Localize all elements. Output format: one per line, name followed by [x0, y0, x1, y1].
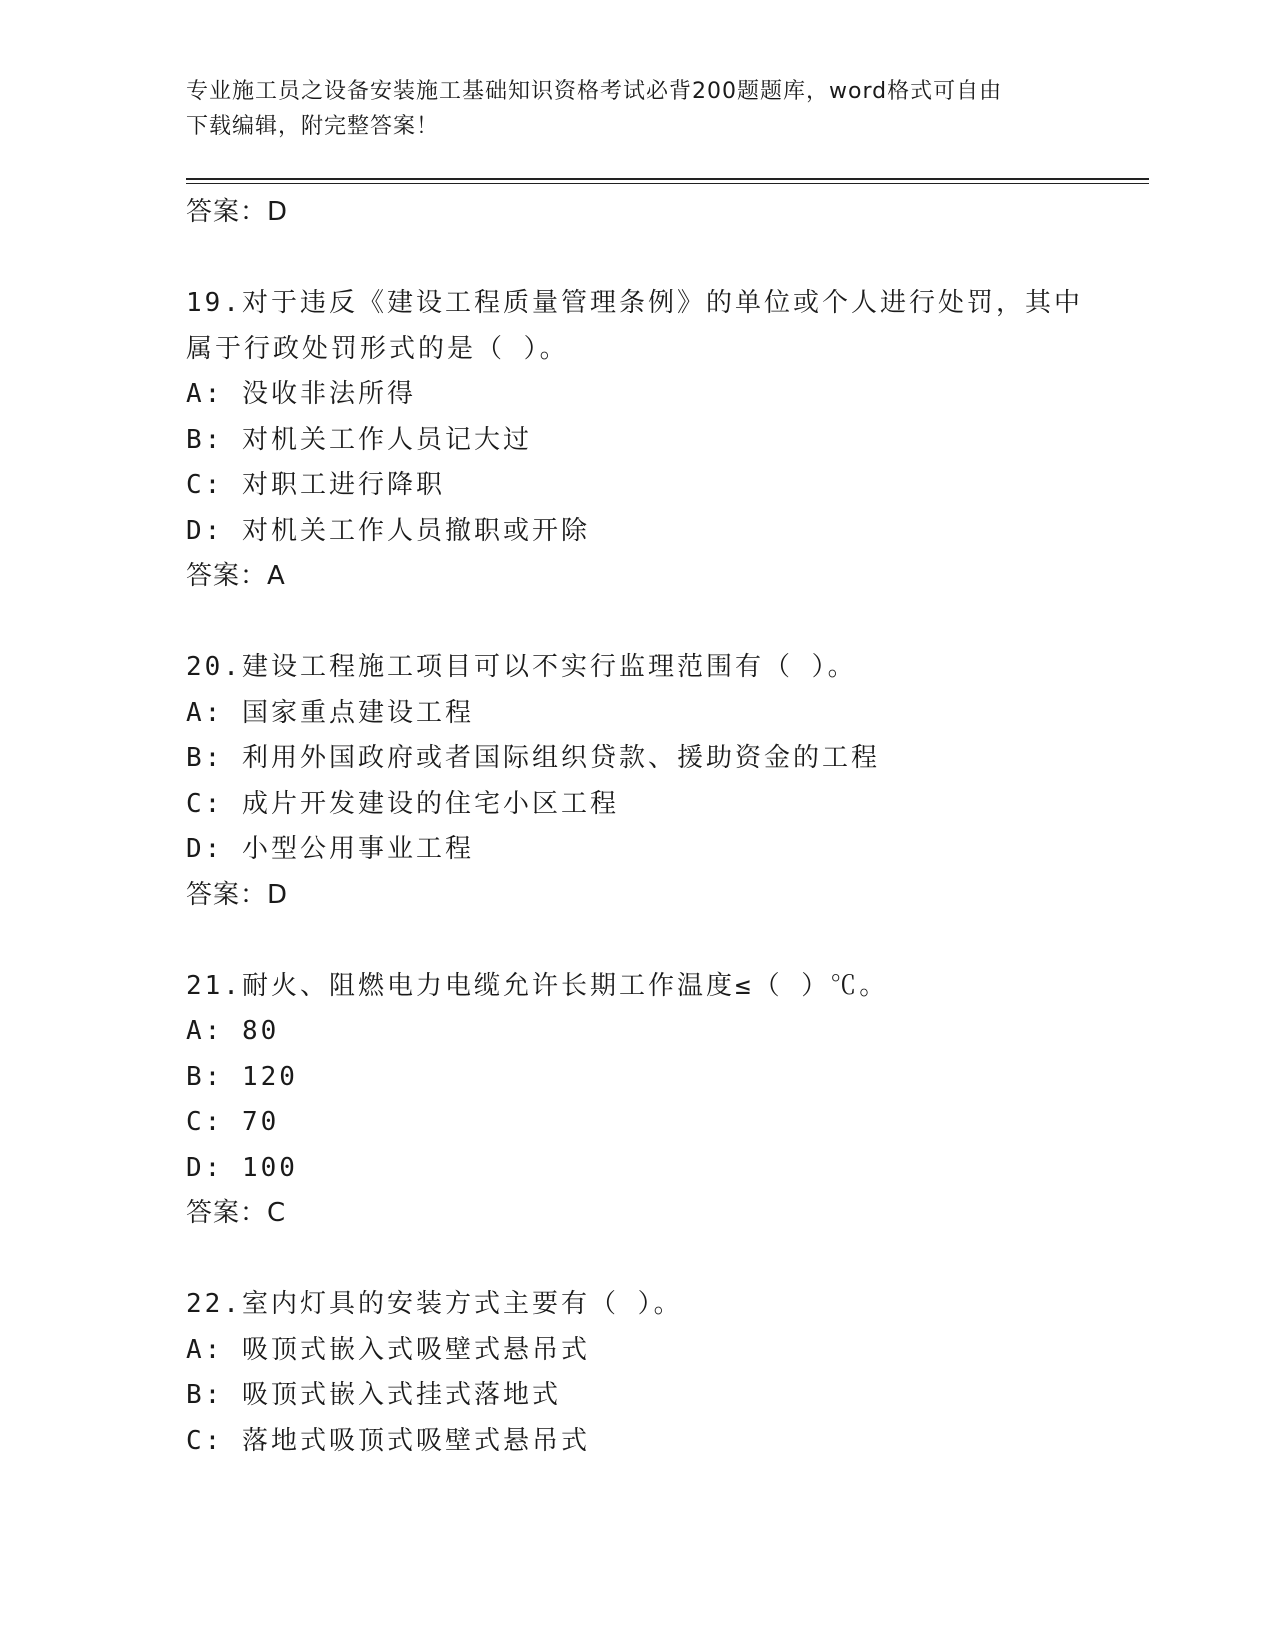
spacer [186, 918, 1086, 964]
question-stem-continued: 属于行政处罚形式的是（ ）。 [186, 333, 569, 364]
option-c: C: 成片开发建设的住宅小区工程 [186, 788, 619, 819]
header-divider-thick [186, 178, 1149, 180]
option-b: B: 120 [186, 1061, 298, 1092]
question-stem: 19.对于违反《建设工程质量管理条例》的单位或个人进行处罚，其中 [186, 288, 1083, 318]
answer: 答案：A [186, 561, 286, 591]
option-c: C: 70 [186, 1107, 280, 1137]
option-b: B: 利用外国政府或者国际组织贷款、援助资金的工程 [186, 743, 880, 773]
option-d: D: 小型公用事业工程 [186, 834, 474, 864]
question-stem: 22.室内灯具的安装方式主要有（ ）。 [186, 1289, 683, 1319]
option-a: A: 国家重点建设工程 [186, 697, 474, 728]
question-19 [186, 281, 1086, 600]
question-20 [186, 645, 1086, 918]
option-c: C: 落地式吸顶式吸壁式悬吊式 [186, 1425, 590, 1456]
answer: 答案：D [186, 879, 289, 910]
option-a: A: 吸顶式嵌入式吸壁式悬吊式 [186, 1334, 590, 1365]
answer: 答案：C [186, 1198, 287, 1228]
document-header [186, 74, 1086, 144]
document-body [186, 190, 1086, 1464]
question-stem: 21.耐火、阻燃电力电缆允许长期工作温度≤（ ）℃。 [186, 970, 889, 1001]
header-line-1: 专业施工员之设备安装施工基础知识资格考试必背200题题库，word格式可自由 [186, 79, 1003, 104]
option-d: D: 100 [186, 1152, 298, 1183]
option-a: A: 没收非法所得 [186, 379, 416, 409]
previous-answer: 答案：D [186, 197, 289, 227]
option-d: D: 对机关工作人员撤职或开除 [186, 515, 590, 546]
option-b: B: 对机关工作人员记大过 [186, 424, 532, 455]
spacer [186, 1237, 1086, 1283]
header-line-2: 下载编辑，附完整答案！ [186, 114, 440, 139]
header-divider-thin [186, 183, 1149, 184]
question-21 [186, 964, 1086, 1237]
question-22 [186, 1282, 1086, 1464]
option-b: B: 吸顶式嵌入式挂式落地式 [186, 1380, 561, 1410]
spacer [186, 236, 1086, 282]
option-c: C: 对职工进行降职 [186, 470, 445, 500]
question-stem: 20.建设工程施工项目可以不实行监理范围有（ ）。 [186, 652, 857, 682]
option-a: A: 80 [186, 1016, 280, 1046]
spacer [186, 600, 1086, 646]
